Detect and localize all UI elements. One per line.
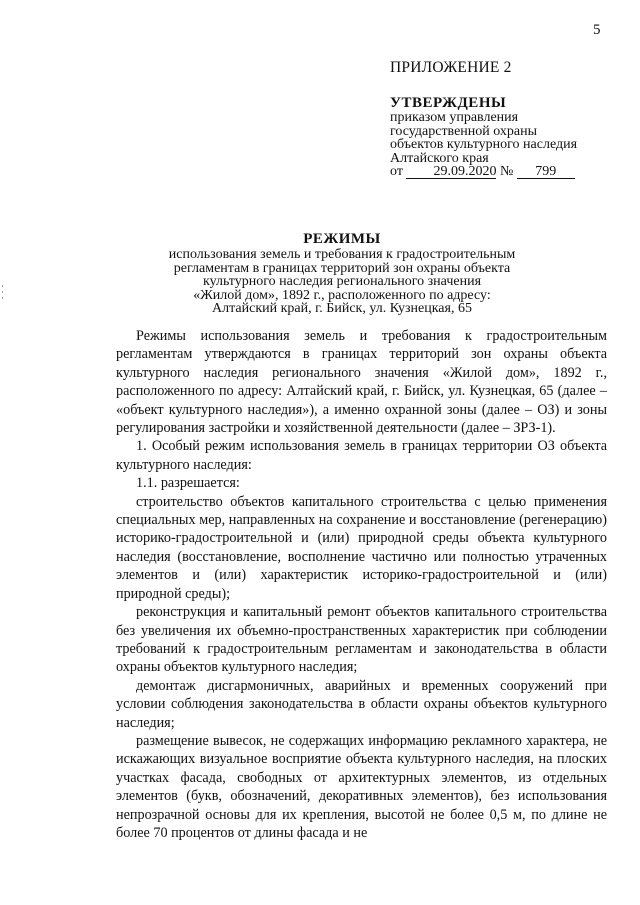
appendix-label: ПРИЛОЖЕНИЕ 2 xyxy=(390,59,512,76)
heading-line: Алтайский край, г. Бийск, ул. Кузнецкая, 65 xyxy=(212,301,472,316)
from-label: от xyxy=(390,164,403,179)
heading-line: «Жилой дом», 1892 г., расположенного по адресу: xyxy=(193,287,491,303)
body-paragraph: строительство объектов капитального строительства с целью применения специальных мер, направленных на сохранение и восстановление (регенерацию) историко-градостроительной и (или) природной среды объекта культурного наследия (восстановление, восполнение частично или полностью утраченных элементов и (или) характеристик историко-градостроительной и (или) природной среды); xyxy=(116,493,607,602)
number-label: № xyxy=(499,164,514,179)
body-paragraph: реконструкция и капитальный ремонт объектов капитального строительства без увеличения их объемно-пространственных характеристик при соблюдении требований к градостроительным регламентам и законодательства в области охраны объектов культурного наследия; xyxy=(116,604,607,676)
heading-title: РЕЖИМЫ xyxy=(303,231,381,247)
approval-title: УТВЕРЖДЕНЫ xyxy=(390,95,507,111)
body-paragraph: размещение вывесок, не содержащих информацию рекламного характера, не искажающих визуальное восприятие объекта культурного наследия, на плоских участках фасада, свободных от архитектурных элементов, из отдельных элементов (букв, обозначений, декоративных элементов), без использования непрозрачной основы для их крепления, высотой не более 0,5 м, по длине не более 70 процентов от длины фасада и не xyxy=(116,732,607,841)
approval-date-line xyxy=(390,165,577,179)
approval-number: 799 xyxy=(517,165,575,179)
approval-line: объектов культурного наследия xyxy=(390,137,578,152)
approval-date: 29.09.2020 xyxy=(406,165,496,179)
approval-line: государственной охраны xyxy=(390,123,538,139)
approval-block xyxy=(390,95,577,179)
document-heading xyxy=(0,231,640,316)
document-body xyxy=(116,327,607,842)
heading-line: регламентам в границах территорий зон охраны объекта xyxy=(173,260,511,276)
approval-line: приказом управления xyxy=(390,110,519,125)
body-paragraph: 1. Особый режим использования земель в границах территории ОЗ объекта культурного наследия: xyxy=(116,438,607,473)
body-paragraph: Режимы использования земель и требования к градостроительным регламентам утверждаются в границах территорий зон охраны объекта культурного наследия регионального значения «Жилой дом», 1892 г., расположенного по адресу: Алтайский край, г. Бийск, ул. Кузнецкая, 65 (далее – «объект культурного наследия»), а именно охранной зоны (далее – ОЗ) и зоны регулирования застройки и хозяйственной деятельности (далее – ЗРЗ-1). xyxy=(116,328,607,437)
body-paragraph: 1.1. разрешается: xyxy=(136,475,240,492)
heading-line: культурного наследия регионального значения xyxy=(202,274,482,289)
approval-line: Алтайского края xyxy=(390,150,489,166)
heading-line: использования земель и требования к градостроительным xyxy=(168,247,516,262)
body-paragraph: демонтаж дисгармоничных, аварийных и временных сооружений при условии соблюдения законодательства в области охраны объектов культурного наследия; xyxy=(116,677,607,731)
page-number: 5 xyxy=(593,22,601,38)
